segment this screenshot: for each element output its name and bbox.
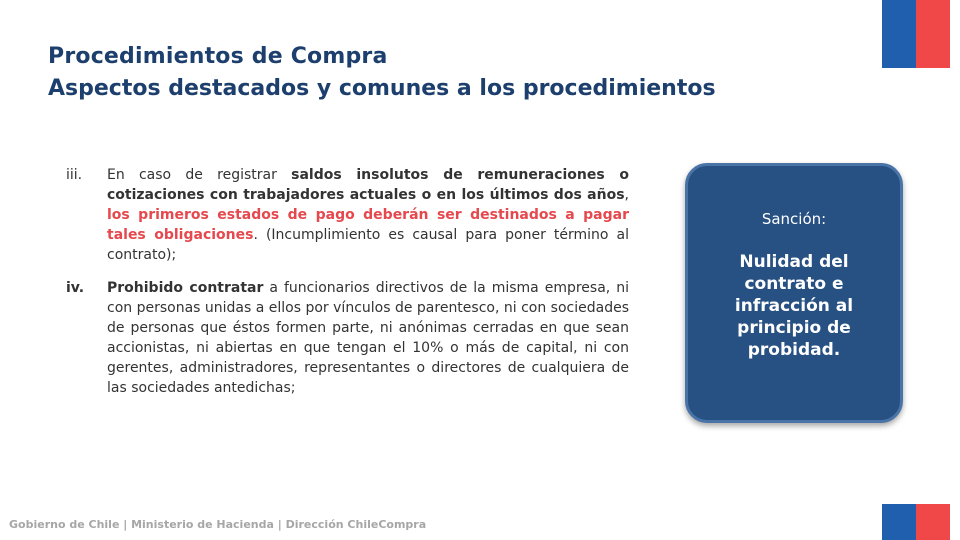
list-item-iv	[66, 278, 629, 398]
sanction-label: Sanción:	[761, 210, 827, 228]
page-subtitle: Aspectos destacados y comunes a los procedimientos	[48, 76, 716, 101]
footer-text: Gobierno de Chile | Ministerio de Hacienda | Dirección ChileCompra	[9, 518, 427, 531]
flag-blue-stripe	[882, 504, 916, 540]
sanction-box	[685, 163, 903, 423]
flag-blue-stripe	[882, 0, 916, 68]
chile-flag-decoration-top	[882, 0, 950, 68]
page-title: Procedimientos de Compra	[48, 44, 388, 69]
chile-flag-decoration-bottom	[882, 504, 950, 540]
list-item-text: En caso de registrar saldos insolutos de remuneraciones o cotizaciones con trabajadores actuales o en los últimos dos años, los primeros estados de pago deberán ser destinados a pagar tales obligaciones. (Incumplimiento es causal para poner término al contrato);	[107, 167, 629, 263]
list-item-number: iv.	[66, 280, 85, 296]
flag-red-stripe	[916, 504, 950, 540]
flag-red-stripe	[916, 0, 950, 68]
sanction-text: Nulidad del contrato e infracción al principio de probidad.	[734, 252, 854, 360]
bold-text: saldos insolutos de remuneraciones o cotizaciones con trabajadores actuales o en los últimos dos años	[107, 167, 629, 203]
list-item-iii	[66, 165, 629, 265]
highlighted-text: los primeros estados de pago deberán ser destinados a pagar tales obligaciones	[107, 207, 629, 243]
list-item-text: Prohibido contratar a funcionarios directivos de la misma empresa, ni con personas unidas a ellos por vínculos de parentesco, ni con sociedades de personas que éstos formen parte, ni anónimas cerradas en que sean accionistas, ni abiertas en que tengan el 10% o más de capital, ni con gerentes, administradores, representantes o directores de cualquiera de las sociedades antedichas;	[107, 280, 629, 396]
conditions-list	[66, 165, 629, 398]
bold-text: Prohibido contratar	[107, 280, 264, 296]
list-item-number: iii.	[66, 167, 83, 183]
